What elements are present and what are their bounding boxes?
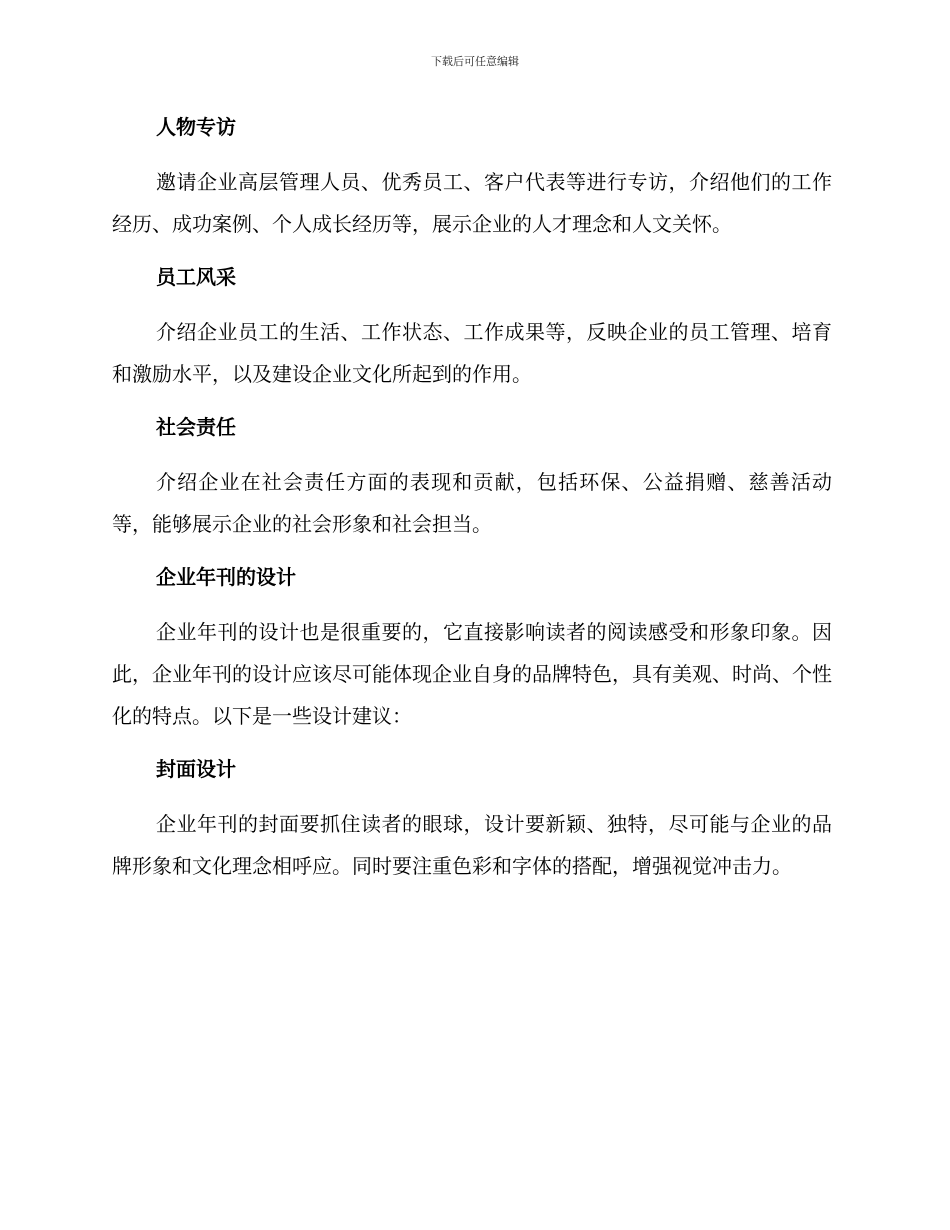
section-cover-design — [112, 751, 832, 887]
section-heading: 社会责任 — [156, 415, 236, 439]
section-heading: 企业年刊的设计 — [156, 565, 296, 589]
section-interviews — [112, 109, 832, 245]
section-paragraph: 企业年刊的设计也是很重要的，它直接影响读者的阅读感受和形象印象。因此，企业年刊的设计应该尽可能体现企业自身的品牌特色，具有美观、时尚、个性化的特点。以下是一些设计建议： — [112, 620, 832, 728]
section-employee-style — [112, 259, 832, 395]
section-heading: 封面设计 — [156, 757, 236, 781]
section-paragraph: 介绍企业员工的生活、工作状态、工作成果等，反映企业的员工管理、培育和激励水平，以及建设企业文化所起到的作用。 — [112, 320, 832, 386]
document-body — [112, 109, 832, 901]
section-annual-design — [112, 559, 832, 737]
section-paragraph: 介绍企业在社会责任方面的表现和贡献，包括环保、公益捐赠、慈善活动等，能够展示企业的社会形象和社会担当。 — [112, 470, 832, 536]
section-heading: 员工风采 — [156, 265, 236, 289]
section-paragraph: 企业年刊的封面要抓住读者的眼球，设计要新颖、独特，尽可能与企业的品牌形象和文化理念相呼应。同时要注重色彩和字体的搭配，增强视觉冲击力。 — [112, 812, 832, 878]
section-social-responsibility — [112, 409, 832, 545]
page-header: 下载后可任意编辑 — [431, 55, 519, 68]
section-paragraph: 邀请企业高层管理人员、优秀员工、客户代表等进行专访，介绍他们的工作经历、成功案例、个人成长经历等，展示企业的人才理念和人文关怀。 — [112, 170, 832, 236]
section-heading: 人物专访 — [156, 115, 236, 139]
